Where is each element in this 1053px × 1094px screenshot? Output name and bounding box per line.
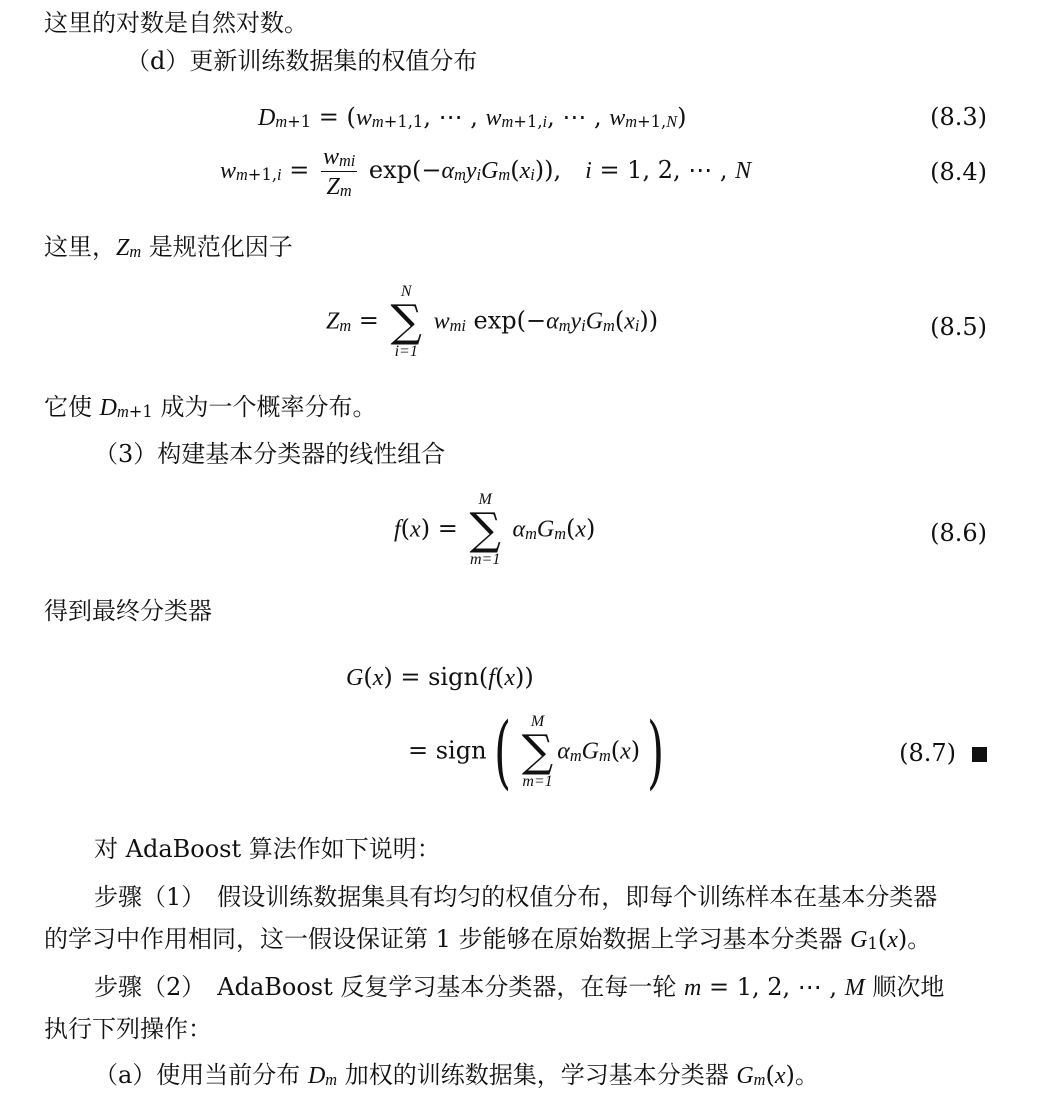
step-a-text-3: 。	[794, 1061, 819, 1089]
probability-prefix: 它使	[44, 393, 100, 421]
equation-8-5: $Z_m$ = N ∑ i=1 $w_{mi}$ $\exp(-\alpha_my_iG_m(x_i))$	[326, 283, 659, 360]
text-line-normalizer: 这里，$Z_m$ 是规范化因子	[44, 233, 293, 262]
step-2-line-1-text: 步骤（2） AdaBoost 反复学习基本分类器，在每一轮	[94, 973, 685, 1001]
equation-8-7-line-2: = sign( M ∑ m=1 $\alpha_mG_m(x)$)	[408, 705, 665, 798]
qed-square-icon	[972, 747, 987, 762]
normalizer-prefix: 这里，	[44, 233, 116, 261]
step-3-heading: （3）构建基本分类器的线性组合	[94, 440, 446, 468]
equation-number-8-5: (8.5)	[930, 313, 987, 341]
equation-8-4: $w_{m+1,i}$ = $\frac{w_{mi}}{Z_m}$ $\exp(-\alpha_my_iG_m(x_i))$, i = 1, 2, ⋯ , N	[220, 144, 752, 201]
step-1-explanation-line-1: 步骤（1） 假设训练数据集具有均匀的权值分布，即每个训练样本在基本分类器	[94, 883, 938, 911]
step-d-heading: （d）更新训练数据集的权值分布	[126, 47, 478, 75]
step-2-line-1-end: 顺次地	[864, 973, 945, 1001]
equation-8-6: f(x) = M ∑ m=1 $\alpha_mG_m(x)$	[394, 491, 596, 568]
explanation-intro: 对 AdaBoost 算法作如下说明：	[94, 835, 441, 863]
text-line-probability: 它使 $D_{m+1}$ 成为一个概率分布。	[44, 393, 377, 422]
equation-8-7-line-1: G(x) = sign(f(x))	[346, 663, 534, 691]
equation-number-8-4: (8.4)	[930, 158, 987, 186]
step-a-text-2: 加权的训练数据集，学习基本分类器	[337, 1061, 737, 1089]
equation-8-3: $D_{m+1} = (w_{m+1,1}$, ⋯ , $w_{m+1,i}$, ⋯ , $w_{m+1,N}$)	[258, 103, 687, 132]
text-line-log-note: 这里的对数是自然对数。	[44, 9, 308, 37]
step-a-text-1: （a）使用当前分布	[94, 1061, 308, 1089]
equation-number-8-6: (8.6)	[930, 519, 987, 547]
equation-number-8-7-label: (8.7)	[899, 739, 956, 767]
step-1-line-2-end: 。	[907, 925, 932, 953]
step-1-line-2-text: 的学习中作用相同，这一假设保证第 1 步能够在原始数据上学习基本分类器	[44, 925, 851, 953]
normalizer-suffix: 是规范化因子	[141, 233, 293, 261]
probability-suffix: 成为一个概率分布。	[152, 393, 377, 421]
step-2-explanation-line-2: 执行下列操作：	[44, 1015, 212, 1043]
step-1-explanation-line-2: 的学习中作用相同，这一假设保证第 1 步能够在原始数据上学习基本分类器 $G_1(x)$。	[44, 925, 932, 954]
step-a-explanation: （a）使用当前分布 $D_m$ 加权的训练数据集，学习基本分类器 $G_m(x)$。	[94, 1061, 819, 1090]
text-line-final-classifier: 得到最终分类器	[44, 597, 212, 625]
equation-number-8-7	[899, 736, 987, 770]
step-2-explanation-line-1: 步骤（2） AdaBoost 反复学习基本分类器，在每一轮 m = 1, 2, ⋯ , M 顺次地	[94, 973, 945, 1001]
equation-number-8-3: (8.3)	[930, 103, 987, 131]
